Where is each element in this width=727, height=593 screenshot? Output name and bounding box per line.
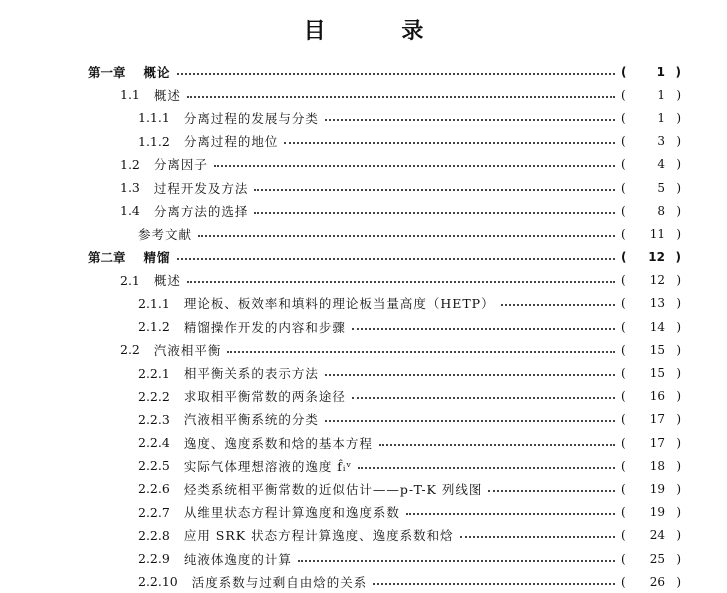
toc-entry[interactable] xyxy=(0,477,727,500)
toc-title: 分离过程的地位 xyxy=(183,134,279,150)
toc-entry[interactable] xyxy=(0,246,727,269)
toc-number: 第二章 xyxy=(88,250,126,266)
toc-list xyxy=(0,60,727,593)
toc-entry[interactable] xyxy=(0,547,727,570)
toc-title: 汽液相平衡系统的分类 xyxy=(183,412,319,428)
toc-page-ref: ( 4 ) xyxy=(621,157,681,172)
dot-leader xyxy=(501,304,615,306)
toc-title: 应用 SRK 状态方程计算逸度、逸度系数和焓 xyxy=(183,528,454,544)
toc-entry[interactable] xyxy=(0,83,727,106)
toc-title: 纯液体逸度的计算 xyxy=(183,551,292,567)
toc-title: 概论 xyxy=(143,64,171,80)
toc-title: 从维里状态方程计算逸度和逸度系数 xyxy=(183,505,400,521)
dot-leader xyxy=(325,119,615,121)
dot-leader xyxy=(254,189,615,191)
toc-entry[interactable] xyxy=(0,361,727,384)
toc-number: 2.2 xyxy=(120,342,140,358)
toc-title: 汽液相平衡 xyxy=(153,342,222,358)
dot-leader xyxy=(325,420,615,422)
toc-entry[interactable] xyxy=(0,385,727,408)
toc-title: 理论板、板效率和填料的理论板当量高度（HETP） xyxy=(183,296,495,312)
toc-number: 2.2.3 xyxy=(138,411,170,427)
toc-title: 分离过程的发展与分类 xyxy=(183,110,319,126)
toc-page-ref: ( 13 ) xyxy=(621,296,681,311)
toc-number: 2.2.10 xyxy=(138,574,178,590)
toc-number: 2.2.7 xyxy=(138,504,170,520)
toc-page-ref: ( 14 ) xyxy=(621,319,681,334)
toc-page-ref: ( 17 ) xyxy=(621,412,681,427)
toc-entry[interactable] xyxy=(0,153,727,176)
dot-leader xyxy=(373,583,615,585)
dot-leader xyxy=(352,328,615,330)
toc-title: 实际气体理想溶液的逸度 f̂ᵢᵛ xyxy=(183,458,353,474)
toc-page-ref: ( 11 ) xyxy=(621,226,681,241)
toc-title: 逸度、逸度系数和焓的基本方程 xyxy=(183,435,373,451)
toc-number: 2.2.2 xyxy=(138,388,170,404)
toc-page-ref: ( 26 ) xyxy=(621,574,681,589)
toc-title: 过程开发及方法 xyxy=(153,180,249,196)
dot-leader xyxy=(254,212,615,214)
toc-page-ref: ( 25 ) xyxy=(621,551,681,566)
toc-page-ref: ( 3 ) xyxy=(621,134,681,149)
toc-page-ref: ( 15 ) xyxy=(621,366,681,381)
toc-page-ref: ( 24 ) xyxy=(621,528,681,543)
dot-leader xyxy=(177,258,615,260)
dot-leader xyxy=(227,351,615,353)
dot-leader xyxy=(177,73,615,75)
toc-entry[interactable] xyxy=(0,315,727,338)
toc-title: 参考文献 xyxy=(138,226,193,242)
dot-leader xyxy=(187,96,615,98)
toc-title: 概述 xyxy=(153,273,181,289)
toc-entry[interactable] xyxy=(0,130,727,153)
dot-leader xyxy=(406,513,615,515)
toc-entry[interactable] xyxy=(0,106,727,129)
toc-title: 烃类系统相平衡常数的近似估计——p-T-K 列线图 xyxy=(183,481,483,497)
toc-page-ref: ( 1 ) xyxy=(621,64,681,79)
toc-page-ref: ( 19 ) xyxy=(621,481,681,496)
toc-number: 1.1.2 xyxy=(138,133,170,149)
toc-number: 第一章 xyxy=(88,64,126,80)
toc-entry[interactable] xyxy=(0,431,727,454)
toc-page-ref: ( 8 ) xyxy=(621,203,681,218)
toc-number: 2.1.1 xyxy=(138,295,170,311)
dot-leader xyxy=(352,397,615,399)
toc-entry[interactable] xyxy=(0,524,727,547)
toc-entry[interactable] xyxy=(0,60,727,83)
dot-leader xyxy=(198,235,615,237)
toc-page-ref: ( 15 ) xyxy=(621,342,681,357)
dot-leader xyxy=(214,165,615,167)
toc-number: 2.2.4 xyxy=(138,435,170,451)
dot-leader xyxy=(379,444,615,446)
dot-leader xyxy=(187,281,615,283)
toc-number: 2.2.9 xyxy=(138,551,170,567)
toc-title: 相平衡关系的表示方法 xyxy=(183,366,319,382)
toc-page-ref: ( 19 ) xyxy=(621,505,681,520)
dot-leader xyxy=(460,536,615,538)
toc-number: 1.2 xyxy=(120,156,140,172)
toc-page-ref: ( 17 ) xyxy=(621,435,681,450)
toc-title: 分离方法的选择 xyxy=(153,203,249,219)
toc-entry[interactable] xyxy=(0,292,727,315)
toc-page-ref: ( 12 ) xyxy=(621,273,681,288)
toc-title: 概述 xyxy=(153,87,181,103)
toc-entry-references[interactable] xyxy=(0,222,727,245)
toc-page-ref: ( 5 ) xyxy=(621,180,681,195)
toc-number: 1.1.1 xyxy=(138,110,170,126)
toc-number: 2.2.1 xyxy=(138,365,170,381)
toc-entry[interactable] xyxy=(0,176,727,199)
toc-number: 2.2.6 xyxy=(138,481,170,497)
toc-number: 1.3 xyxy=(120,180,140,196)
dot-leader xyxy=(488,490,615,492)
dot-leader xyxy=(325,374,615,376)
toc-entry[interactable] xyxy=(0,199,727,222)
toc-page-ref: ( 1 ) xyxy=(621,110,681,125)
dot-leader xyxy=(298,560,615,562)
toc-page-ref: ( 12 ) xyxy=(621,250,681,265)
toc-number: 1.1 xyxy=(120,87,140,103)
toc-number: 2.2.5 xyxy=(138,458,170,474)
toc-page-ref: ( 18 ) xyxy=(621,458,681,473)
toc-title: 活度系数与过剩自由焓的关系 xyxy=(191,574,368,590)
toc-title: 分离因子 xyxy=(153,157,208,173)
toc-title: 精馏 xyxy=(143,250,171,266)
toc-entry[interactable] xyxy=(0,408,727,431)
toc-page-ref: ( 1 ) xyxy=(621,87,681,102)
page-title: 目 录 xyxy=(303,19,458,44)
toc-entry[interactable] xyxy=(0,454,727,477)
dot-leader xyxy=(284,142,615,144)
toc-title: 精馏操作开发的内容和步骤 xyxy=(183,319,346,335)
toc-number: 2.2.8 xyxy=(138,527,170,543)
toc-entry[interactable] xyxy=(0,338,727,361)
toc-page-ref: ( 16 ) xyxy=(621,389,681,404)
toc-number: 2.1.2 xyxy=(138,319,170,335)
toc-number: 1.4 xyxy=(120,203,140,219)
toc-entry[interactable] xyxy=(0,501,727,524)
toc-title: 求取相平衡常数的两条途径 xyxy=(183,389,346,405)
toc-entry[interactable] xyxy=(0,269,727,292)
toc-number: 2.1 xyxy=(120,272,140,288)
dot-leader xyxy=(358,467,615,469)
